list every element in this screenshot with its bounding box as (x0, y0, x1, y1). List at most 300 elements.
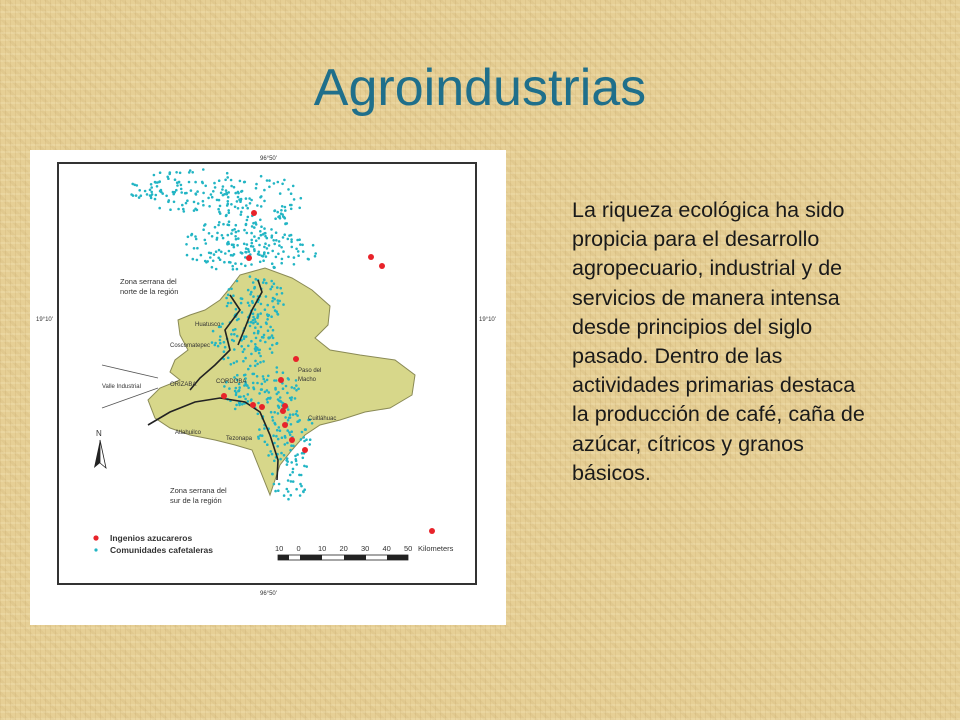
coffee-community-dot (294, 397, 297, 400)
coffee-community-dot (295, 413, 298, 416)
coffee-community-dot (223, 385, 226, 388)
coffee-community-dot (273, 182, 276, 185)
coffee-community-dot (212, 330, 215, 333)
coffee-community-dot (278, 240, 281, 243)
coffee-community-dot (243, 243, 246, 246)
coffee-community-dot (262, 360, 265, 363)
coffee-community-dot (252, 281, 255, 284)
coffee-community-dot (271, 250, 274, 253)
coffee-community-dot (254, 326, 257, 329)
coffee-community-dot (204, 239, 207, 242)
coffee-community-dot (247, 393, 250, 396)
coffee-community-dot (269, 348, 272, 351)
coffee-community-dot (274, 388, 277, 391)
coffee-community-dot (223, 350, 226, 353)
valle-pointer-line-1 (102, 365, 158, 378)
coffee-community-dot (293, 387, 296, 390)
coffee-community-dot (259, 219, 262, 222)
coffee-community-dot (131, 183, 134, 186)
coffee-community-dot (303, 488, 306, 491)
coffee-community-dot (272, 434, 275, 437)
city-label-atlahuilco: Atlahuilco (175, 430, 202, 436)
coffee-community-dot (270, 315, 273, 318)
coffee-community-dot (250, 340, 253, 343)
coffee-community-dot (290, 480, 293, 483)
coffee-community-dot (262, 378, 265, 381)
coffee-community-dot (290, 423, 293, 426)
coffee-community-dot (265, 282, 268, 285)
coffee-community-dot (226, 243, 229, 246)
coffee-community-dot (241, 298, 244, 301)
coffee-community-dot (264, 235, 267, 238)
coffee-community-dot (257, 330, 260, 333)
coffee-community-dot (212, 260, 215, 263)
coffee-community-dot (135, 194, 138, 197)
coffee-community-dot (273, 282, 276, 285)
coffee-community-dot (217, 257, 220, 260)
coffee-community-dot (268, 186, 271, 189)
coffee-community-dot (230, 333, 233, 336)
coffee-community-dot (246, 207, 249, 210)
coffee-community-dot (233, 348, 236, 351)
coffee-community-dot (290, 494, 293, 497)
coffee-community-dot (239, 180, 242, 183)
zona-sur-label-2: sur de la región (170, 496, 222, 505)
coffee-community-dot (265, 323, 268, 326)
coffee-community-dot (299, 494, 302, 497)
coffee-community-dot (217, 224, 220, 227)
coffee-community-dot (240, 263, 243, 266)
coffee-community-dot (200, 254, 203, 257)
coffee-community-dot (194, 235, 197, 238)
coffee-community-dot (225, 192, 228, 195)
coffee-community-dot (217, 345, 220, 348)
valle-industrial-label: Valle Industrial (102, 384, 141, 390)
coffee-community-dot (236, 268, 239, 271)
coffee-community-dot (297, 388, 300, 391)
coffee-community-dot (236, 360, 239, 363)
coffee-community-dot (275, 310, 278, 313)
scale-tick-label: 10 (275, 544, 284, 553)
coffee-community-dot (251, 300, 254, 303)
coffee-community-dot (292, 468, 295, 471)
coffee-community-dot (159, 171, 162, 174)
coffee-community-dot (227, 294, 230, 297)
scale-tick-label: 10 (318, 544, 327, 553)
coffee-community-dot (236, 280, 239, 283)
coffee-community-dot (218, 221, 221, 224)
coffee-community-dot (240, 302, 243, 305)
coffee-community-dot (237, 191, 240, 194)
coffee-community-dot (277, 412, 280, 415)
coffee-community-dot (279, 192, 282, 195)
city-label-tezonapa: Tezonapa (226, 436, 253, 442)
coffee-community-dot (280, 209, 283, 212)
coffee-community-dot (227, 196, 230, 199)
coffee-community-dot (266, 401, 269, 404)
coffee-community-dot (272, 239, 275, 242)
coffee-community-dot (269, 336, 272, 339)
coffee-community-dot (293, 256, 296, 259)
coffee-community-dot (239, 396, 242, 399)
coffee-community-dot (264, 391, 267, 394)
coffee-community-dot (153, 174, 156, 177)
coffee-community-dot (290, 192, 293, 195)
coffee-community-dot (165, 195, 168, 198)
coffee-community-dot (230, 179, 233, 182)
coffee-community-dot (264, 308, 267, 311)
coffee-community-dot (275, 435, 278, 438)
coffee-community-dot (287, 377, 290, 380)
coffee-community-dot (158, 207, 161, 210)
coffee-community-dot (150, 183, 153, 186)
coffee-community-dot (298, 419, 301, 422)
coffee-community-dot (180, 184, 183, 187)
coffee-community-dot (196, 190, 199, 193)
coffee-community-dot (234, 235, 237, 238)
coffee-community-dot (205, 242, 208, 245)
coffee-community-dot (291, 396, 294, 399)
coffee-community-dot (284, 209, 287, 212)
coffee-community-dot (140, 194, 143, 197)
coffee-community-dot (263, 200, 266, 203)
coffee-community-dot (235, 224, 238, 227)
coffee-community-dot (228, 288, 231, 291)
coffee-community-dot (184, 192, 187, 195)
coffee-community-dot (235, 387, 238, 390)
coffee-community-dot (241, 403, 244, 406)
coffee-community-dot (221, 234, 224, 237)
coffee-community-dot (247, 302, 250, 305)
coffee-community-dot (223, 261, 226, 264)
coffee-community-dot (281, 292, 284, 295)
coffee-community-dot (253, 226, 256, 229)
coffee-community-dot (258, 428, 261, 431)
sugar-mill-dot (246, 255, 252, 261)
coffee-community-dot (277, 438, 280, 441)
coffee-community-dot (182, 208, 185, 211)
coffee-community-dot (260, 225, 263, 228)
coffee-community-dot (201, 181, 204, 184)
coffee-community-dot (290, 430, 293, 433)
coffee-community-dot (276, 371, 279, 374)
coffee-community-dot (216, 237, 219, 240)
coffee-community-dot (283, 179, 286, 182)
coffee-community-dot (274, 423, 277, 426)
sugar-mill-dot (293, 356, 299, 362)
coffee-community-dot (300, 438, 303, 441)
coffee-community-dot (204, 260, 207, 263)
coffee-community-dot (177, 208, 180, 211)
coffee-community-dot (220, 251, 223, 254)
coffee-community-dot (202, 228, 205, 231)
coffee-community-dot (244, 265, 247, 268)
sugar-mill-dot (302, 447, 308, 453)
coffee-community-dot (237, 237, 240, 240)
coffee-community-dot (295, 460, 298, 463)
coffee-community-dot (276, 293, 279, 296)
coffee-community-dot (307, 258, 310, 261)
coffee-community-dot (215, 268, 218, 271)
coffee-community-dot (227, 234, 230, 237)
coffee-community-dot (233, 246, 236, 249)
coffee-community-dot (266, 179, 269, 182)
coffee-community-dot (243, 181, 246, 184)
coffee-community-dot (230, 288, 233, 291)
coffee-community-dot (277, 489, 280, 492)
coffee-community-dot (221, 323, 224, 326)
coffee-community-dot (308, 443, 311, 446)
coffee-community-dot (282, 371, 285, 374)
coffee-community-dot (233, 186, 236, 189)
coffee-community-dot (249, 293, 252, 296)
coffee-community-dot (209, 256, 212, 259)
coffee-community-dot (243, 348, 246, 351)
coffee-community-dot (208, 232, 211, 235)
coffee-community-dot (280, 262, 283, 265)
sugar-mill-dot (379, 263, 385, 269)
coffee-community-dot (274, 490, 277, 493)
coffee-community-dot (279, 396, 282, 399)
coffee-community-dot (179, 172, 182, 175)
coffee-community-dot (260, 205, 263, 208)
coffee-community-dot (234, 262, 237, 265)
coffee-community-dot (211, 341, 214, 344)
coffee-community-dot (232, 268, 235, 271)
coffee-community-dot (254, 343, 257, 346)
coffee-community-dot (271, 344, 274, 347)
coffee-community-dot (289, 416, 292, 419)
coffee-community-dot (304, 428, 307, 431)
coffee-community-dot (309, 438, 312, 441)
coffee-community-dot (256, 322, 259, 325)
coffee-community-dot (256, 204, 259, 207)
coffee-community-dot (276, 286, 279, 289)
coffee-community-dot (146, 193, 149, 196)
coffee-community-dot (267, 315, 270, 318)
coffee-community-dot (130, 193, 133, 196)
coffee-community-dot (256, 316, 259, 319)
coffee-community-dot (263, 189, 266, 192)
coffee-community-dot (230, 232, 233, 235)
coffee-community-dot (251, 242, 254, 245)
coffee-community-dot (252, 222, 255, 225)
coffee-community-dot (254, 320, 257, 323)
coffee-community-dot (281, 183, 284, 186)
coffee-community-dot (262, 233, 265, 236)
coffee-community-dot (277, 253, 280, 256)
coffee-community-dot (263, 427, 266, 430)
coffee-community-dot (252, 386, 255, 389)
coffee-community-dot (268, 244, 271, 247)
coffee-community-dot (150, 186, 153, 189)
coffee-community-dot (271, 453, 274, 456)
coffee-community-dot (271, 473, 274, 476)
coffee-community-dot (278, 426, 281, 429)
coffee-community-dot (235, 231, 238, 234)
coffee-community-dot (289, 474, 292, 477)
coffee-community-dot (181, 204, 184, 207)
coffee-community-dot (283, 233, 286, 236)
coffee-community-dot (267, 252, 270, 255)
coffee-community-dot (230, 185, 233, 188)
coffee-community-dot (180, 188, 183, 191)
coffee-community-dot (268, 391, 271, 394)
coffee-community-dot (291, 471, 294, 474)
coffee-community-dot (202, 204, 205, 207)
coffee-community-dot (173, 201, 176, 204)
coffee-community-dot (249, 365, 252, 368)
coffee-community-dot (290, 241, 293, 244)
coffee-community-dot (314, 252, 317, 255)
coffee-community-dot (271, 285, 274, 288)
coffee-community-dot (285, 459, 288, 462)
coffee-community-dot (246, 219, 249, 222)
coffee-community-dot (266, 304, 269, 307)
coffee-community-dot (211, 235, 214, 238)
coffee-community-dot (215, 250, 218, 253)
coffee-community-dot (305, 438, 308, 441)
coffee-community-dot (173, 191, 176, 194)
coffee-community-dot (286, 463, 289, 466)
coffee-community-dot (227, 302, 230, 305)
coffee-community-dot (271, 262, 274, 265)
coffee-community-dot (227, 357, 230, 360)
city-label-cuitlahuac: Cuitláhuac (308, 416, 337, 422)
coffee-community-dot (268, 179, 271, 182)
coffee-community-dot (233, 253, 236, 256)
coffee-community-dot (257, 413, 260, 416)
coffee-community-dot (278, 300, 281, 303)
coffee-community-dot (229, 261, 232, 264)
coffee-community-dot (282, 303, 285, 306)
coffee-community-dot (289, 434, 292, 437)
coffee-community-dot (240, 190, 243, 193)
sugar-mill-dot (282, 422, 288, 428)
coffee-community-dot (208, 205, 211, 208)
coffee-community-dot (286, 488, 289, 491)
city-label-huatusco: Huatusco (195, 322, 221, 328)
coffee-community-dot (293, 198, 296, 201)
coffee-community-dot (300, 474, 303, 477)
coffee-community-dot (257, 402, 260, 405)
coffee-community-dot (295, 463, 298, 466)
coffee-community-dot (298, 207, 301, 210)
coffee-community-dot (254, 360, 257, 363)
coffee-community-dot (238, 404, 241, 407)
coffee-community-dot (230, 254, 233, 257)
coffee-community-dot (279, 429, 282, 432)
coffee-community-dot (259, 434, 262, 437)
coffee-community-dot (296, 239, 299, 242)
coffee-community-dot (249, 202, 252, 205)
coffee-community-dot (271, 416, 274, 419)
coffee-community-dot (246, 243, 249, 246)
coffee-community-dot (261, 336, 264, 339)
coffee-community-dot (138, 189, 141, 192)
coffee-community-dot (218, 211, 221, 214)
coffee-community-dot (191, 171, 194, 174)
coffee-community-dot (245, 247, 248, 250)
coffee-community-dot (244, 374, 247, 377)
coffee-community-dot (282, 387, 285, 390)
coffee-community-dot (264, 341, 267, 344)
coffee-community-dot (260, 175, 263, 178)
coffee-community-dot (186, 199, 189, 202)
coffee-community-dot (245, 197, 248, 200)
coffee-community-dot (183, 210, 186, 213)
coffee-community-dot (256, 375, 259, 378)
coffee-community-dot (240, 211, 243, 214)
sugar-mill-dot (282, 403, 288, 409)
coffee-community-dot (202, 168, 205, 171)
sugar-mill-dot (250, 402, 256, 408)
coffee-community-dot (167, 201, 170, 204)
coffee-community-dot (258, 349, 261, 352)
coffee-community-dot (266, 247, 269, 250)
coffee-community-dot (211, 196, 214, 199)
coffee-community-dot (188, 181, 191, 184)
coord-bottom-label: 96°50' (260, 591, 277, 597)
coffee-community-dot (276, 366, 279, 369)
coffee-community-dot (295, 379, 298, 382)
coffee-community-dot (270, 228, 273, 231)
coffee-community-dot (224, 252, 227, 255)
coffee-community-dot (155, 194, 158, 197)
coffee-community-dot (259, 261, 262, 264)
coffee-community-dot (144, 190, 147, 193)
coffee-community-dot (226, 204, 229, 207)
coffee-community-dot (167, 177, 170, 180)
coffee-community-dot (277, 313, 280, 316)
coffee-community-dot (223, 341, 226, 344)
coffee-community-dot (266, 379, 269, 382)
coffee-community-dot (195, 238, 198, 241)
scale-tick-label: 30 (361, 544, 370, 553)
coffee-community-dot (271, 334, 274, 337)
coffee-community-dot (276, 429, 279, 432)
coffee-community-dot (275, 342, 278, 345)
coffee-community-dot (185, 243, 188, 246)
coffee-community-dot (296, 410, 299, 413)
coffee-community-dot (151, 193, 154, 196)
coffee-community-dot (193, 201, 196, 204)
coffee-community-dot (180, 191, 183, 194)
coffee-community-dot (237, 196, 240, 199)
coffee-community-dot (293, 263, 296, 266)
coffee-community-dot (290, 461, 293, 464)
coffee-community-dot (255, 337, 258, 340)
coffee-community-dot (303, 465, 306, 468)
coffee-community-dot (260, 326, 263, 329)
coffee-community-dot (280, 452, 283, 455)
coffee-community-dot (158, 181, 161, 184)
coffee-community-dot (272, 337, 275, 340)
coffee-community-dot (285, 385, 288, 388)
coffee-community-dot (290, 238, 293, 241)
coffee-community-dot (258, 253, 261, 256)
coffee-community-dot (273, 411, 276, 414)
coffee-community-dot (296, 420, 299, 423)
coffee-community-dot (250, 353, 253, 356)
coffee-community-dot (213, 253, 216, 256)
coffee-community-dot (225, 215, 228, 218)
coffee-community-dot (258, 392, 261, 395)
coffee-community-dot (287, 490, 290, 493)
coffee-community-dot (278, 244, 281, 247)
coffee-community-dot (247, 345, 250, 348)
coffee-community-dot (287, 188, 290, 191)
